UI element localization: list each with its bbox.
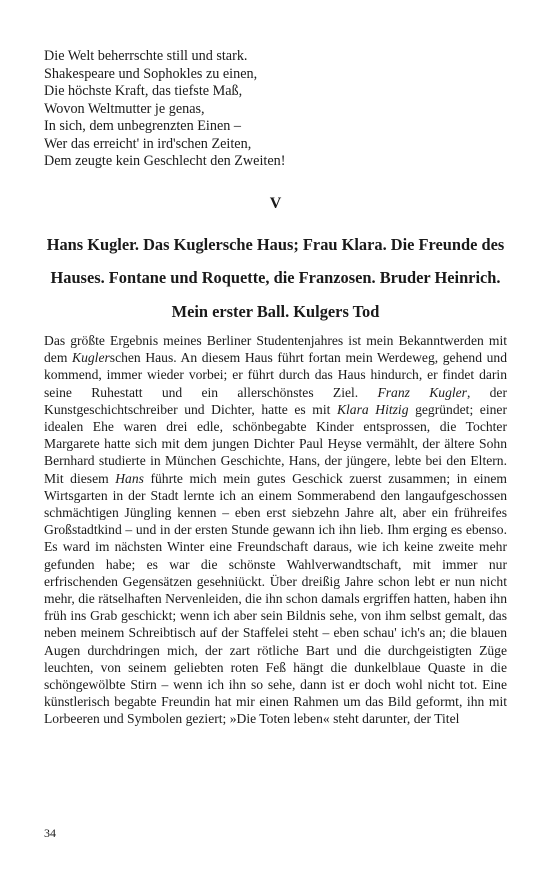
poem-stanza [44,48,507,171]
verse-line: Wer das erreicht' in ird'schen Zeiten, [44,135,252,152]
body-text-run: gegründet; einer idealen Ehe waren drei edle, schönbegabte Kinder entsprossen, die Tochter Margarete hatte sich mit dem jungen Dichter Paul Heyse vermählt, der ältere Sohn Bernhard studierte in München Geschichte, Hans, der jüngere, lebte bei den Eltern. Mit diesem [44,401,507,486]
emphasis-name: Franz Kugler [377,384,467,400]
chapter-numeral: V [269,194,282,212]
body-text-run: , der Kunstgeschichtschreiber und Dichter, hatte es mit [44,384,507,417]
verse-line: In sich, dem unbegrenzten Einen – [44,118,241,134]
book-page [44,48,507,741]
verse-line: Shakespeare und Sophokles zu einen, [44,65,258,82]
verse-line: Dem zeugte kein Geschlecht den Zweiten! [44,153,286,169]
body-text-run: schen Haus. An diesem Haus führt fortan mein Werdeweg, gehend und kommend, immer wieder vorbei; er führt durch das Haus hindurch, er findet darin seine Ruhestatt und ein allerschönstes Ziel. [44,350,508,400]
body-paragraph [44,332,507,728]
chapter-title: Hans Kugler. Das Kuglersche Haus; Frau Klara. Die Freunde des Hauses. Fontane und Roquette, die Franzosen. Bruder Heinrich. Mein erster Ball. Kulgers Tod [46,234,505,321]
page-number: 34 [44,826,56,840]
verse-line: Die höchste Kraft, das tiefste Maß, [44,83,243,99]
body-text-run: Das größte Ergebnis meines Berliner Studentenjahres ist mein Bekanntwerden mit dem [44,333,507,366]
emphasis-name: Kugler [72,350,110,366]
verse-line: Wovon Weltmutter je genas, [44,100,205,117]
verse-line: Die Welt beherrschte still und stark. [44,48,248,64]
emphasis-name: Hans [115,470,144,486]
body-text-run: führte mich mein gutes Geschick zuerst zusammen; in einem Wirtsgarten in der Stadt lernte ich an einem Sommerabend den langaufgeschossen schmächtigen Jüngling kennen – eben erst siebzehn Jahre alt, aber ein frühreifes Großstadtkind – und in der ersten Stunde gewann ich ihn lieb. Ihm erging es ebenso. Es ward im nächsten Winter eine Freundschaft daraus, wie ich keine zweite mehr gefunden habe; es war die schönste Wahlverwandtschaft, mit immer nur erfrischenden Gegensätzen gesehniückt. Über dreißig Jahre schon lebt er nun nicht mehr, die rätselhaften Nervenleiden, die ihn schon damals ergriffen hatten, haben ihn früh ins Grab geschickt; wenn ich aber sein Bildnis sehe, von ihm selbst gemalt, das neben meinem Schreibtisch auf der Staffelei steht – eben schau' ich's an; die blauen Augen durchdringen mich, der zart rötliche Bart und die durchgeistigten Züge leuchten, von seinem geliebten roten Feß hängt die dunkelblaue Quaste in die schöngewölbte Stirn – wenn ich ihn so sehe, dann ist er doch wohl nicht tot. Eine künstlerisch begabte Freundin hat mir einen Rahmen um das Bild geformt, ihn mit Lorbeeren und Symbolen geziert; »Die Toten leben« steht darunter, der Titel [44,470,507,727]
emphasis-name: Klara Hitzig [336,401,409,417]
